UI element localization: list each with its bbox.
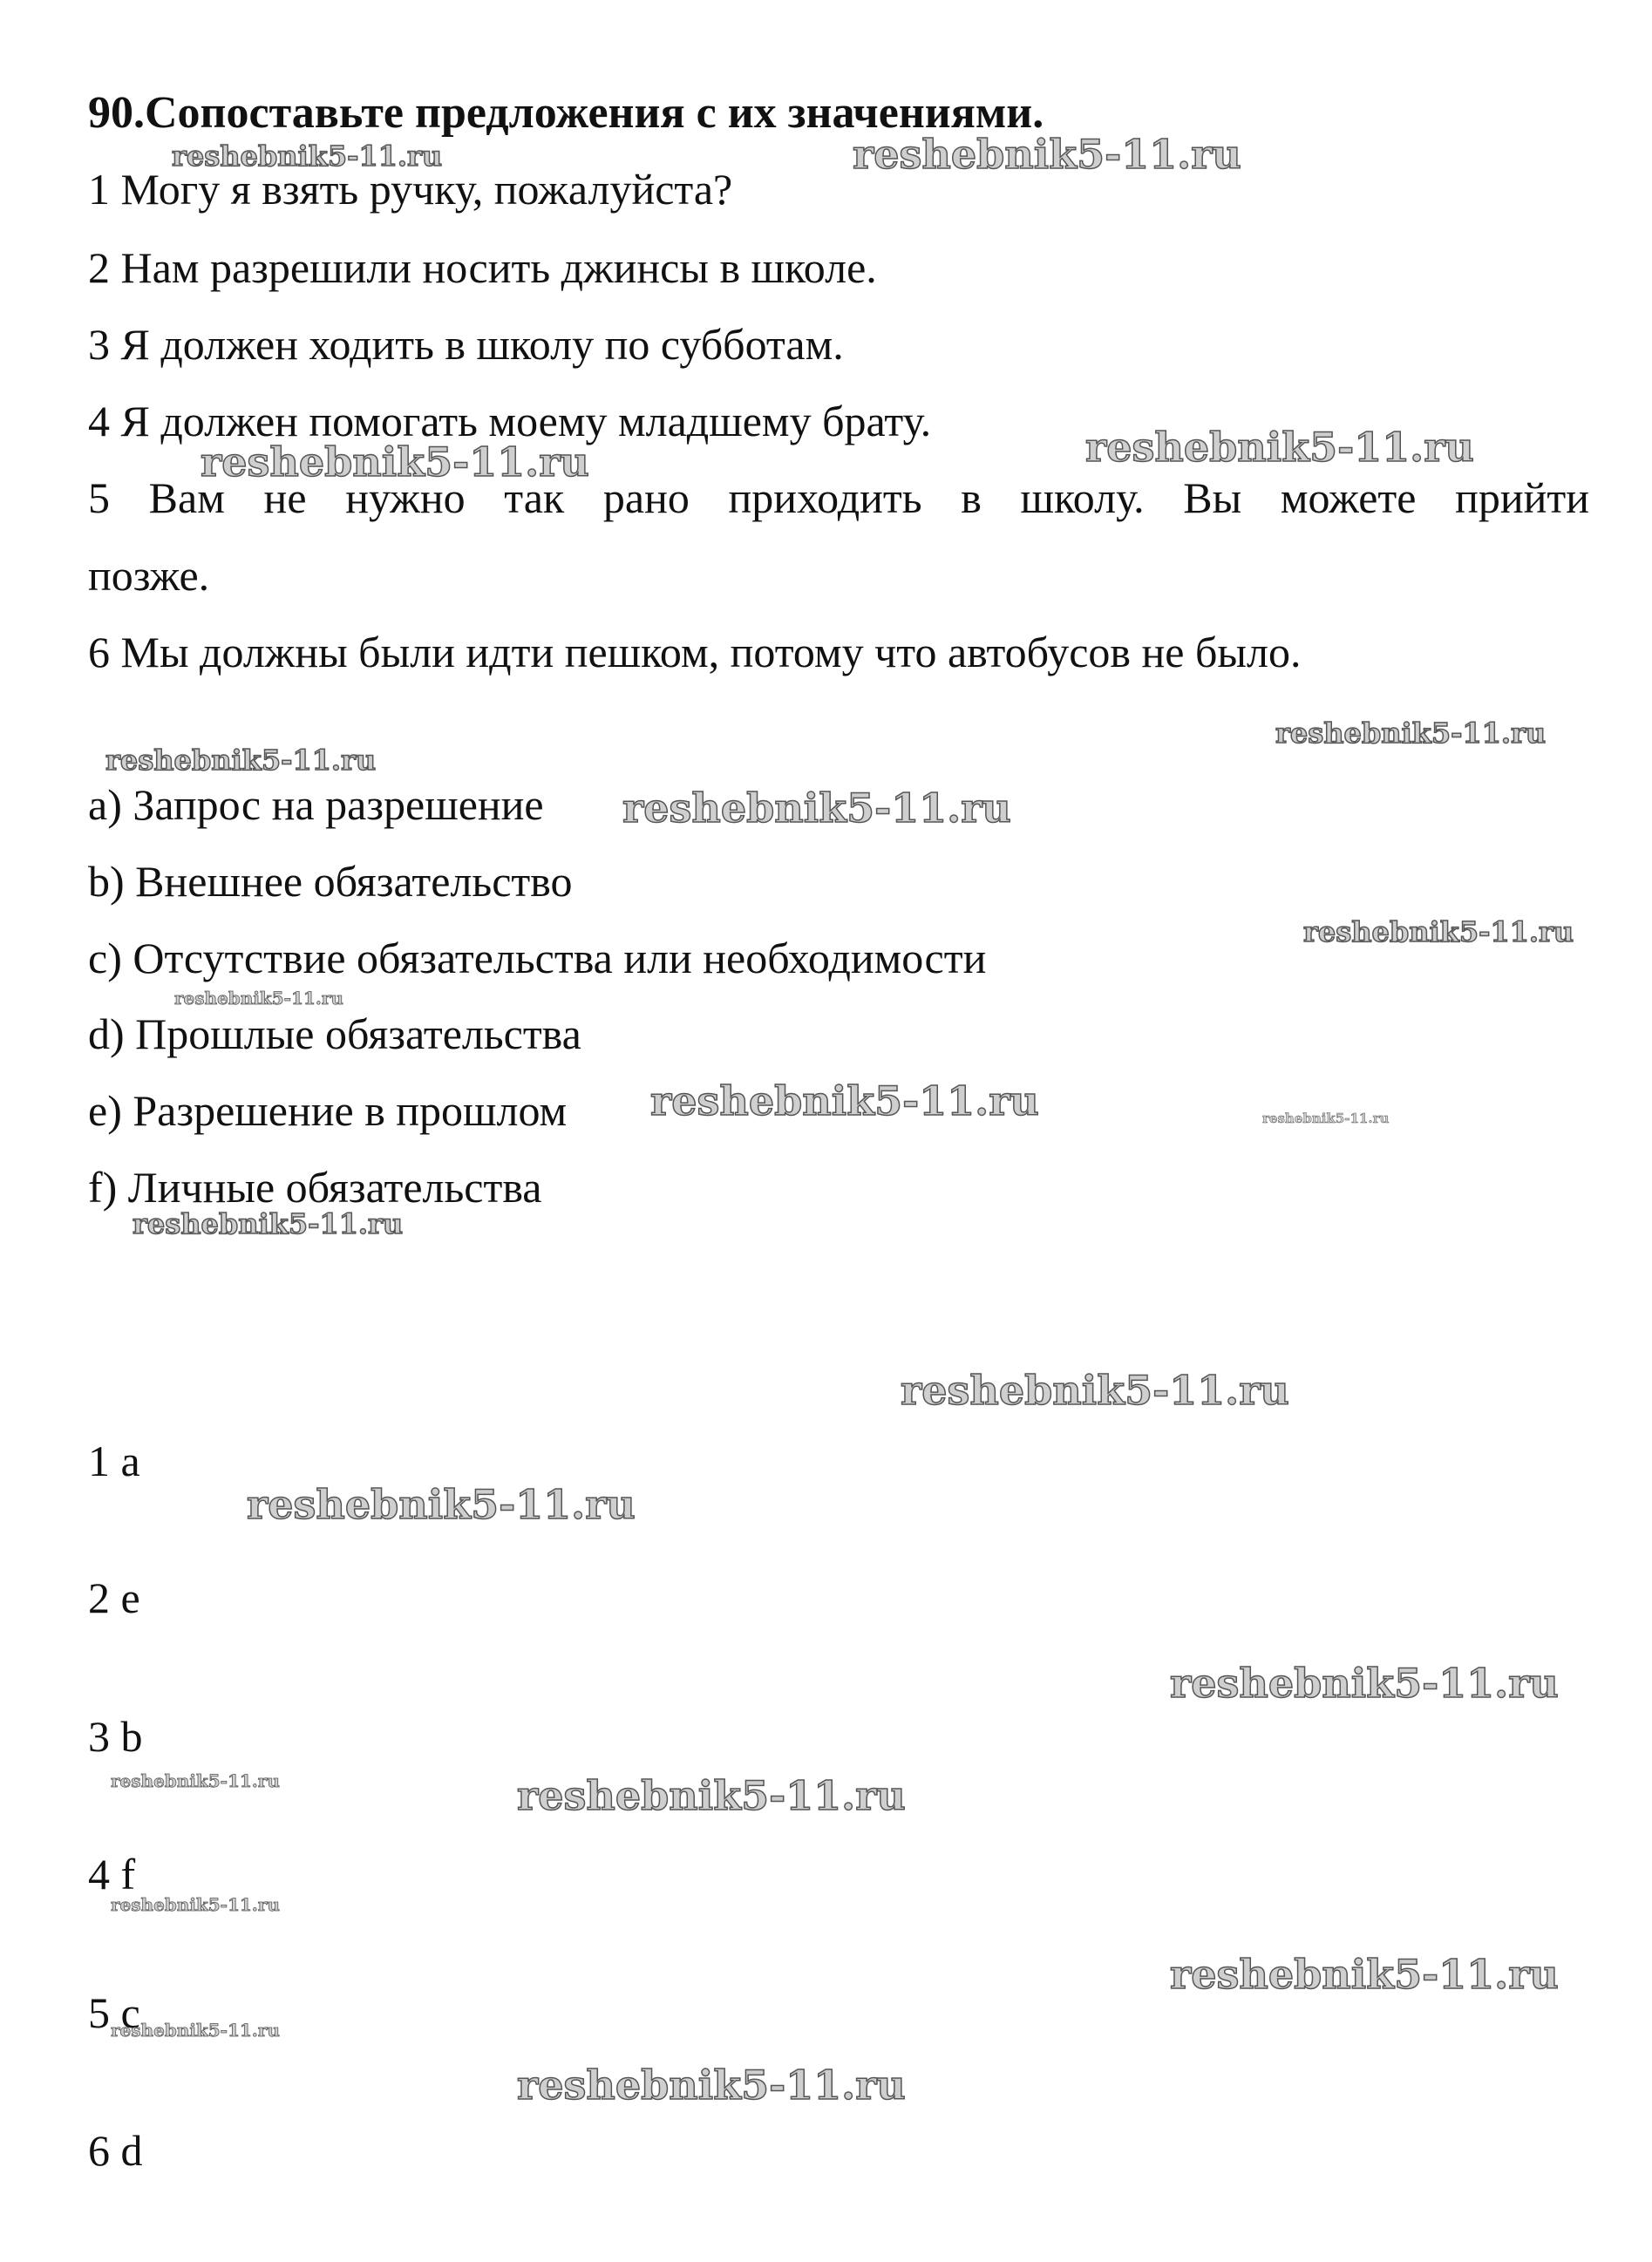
sentence-5: 5 Вам не нужно так рано приходить в школу. Вы можете прийти: [88, 473, 1589, 522]
meaning-f: f) Личные обязательства: [88, 1163, 542, 1212]
watermark: reshebnik5-11.ru: [1303, 915, 1574, 948]
sentence-1: 1 Могу я взять ручку, пожалуйста?: [88, 165, 733, 214]
sentence-6: 6 Мы должны были идти пешком, потому что автобусов не было.: [88, 628, 1302, 676]
meaning-b: b) Внешнее обязательство: [88, 857, 573, 906]
watermark: reshebnik5-11.ru: [622, 785, 1011, 832]
meaning-e: e) Разрешение в прошлом: [88, 1086, 568, 1135]
sentence-3: 3 Я должен ходить в школу по субботам.: [88, 320, 844, 369]
meaning-c: c) Отсутствие обязательства или необходимости: [88, 934, 987, 982]
watermark: reshebnik5-11.ru: [172, 139, 443, 173]
watermark: reshebnik5-11.ru: [1262, 1111, 1390, 1126]
watermark: reshebnik5-11.ru: [1170, 1660, 1559, 1707]
answer-1: 1 a: [88, 1437, 140, 1485]
watermark: reshebnik5-11.ru: [1170, 1951, 1559, 1998]
sentence-4: 4 Я должен помогать моему младшему брату.: [88, 397, 932, 445]
watermark: reshebnik5-11.ru: [1275, 717, 1547, 750]
watermark: reshebnik5-11.ru: [174, 988, 343, 1009]
sentence-2: 2 Нам разрешили носить джинсы в школе.: [88, 243, 877, 292]
watermark: reshebnik5-11.ru: [111, 1770, 280, 1791]
watermark: reshebnik5-11.ru: [517, 1772, 906, 1819]
watermark: reshebnik5-11.ru: [111, 2020, 280, 2041]
watermark: reshebnik5-11.ru: [201, 438, 589, 486]
answer-5: 5 c: [88, 1988, 140, 2037]
task-title: 90.Сопоставьте предложения с их значениями.: [88, 88, 1044, 138]
meaning-d: d) Прошлые обязательства: [88, 1009, 581, 1058]
answer-2: 2 e: [88, 1573, 140, 1622]
watermark: reshebnik5-11.ru: [1085, 424, 1474, 471]
watermark: reshebnik5-11.ru: [517, 2062, 906, 2109]
answer-3: 3 b: [88, 1712, 143, 1761]
watermark: reshebnik5-11.ru: [111, 1894, 280, 1915]
watermark: reshebnik5-11.ru: [853, 131, 1241, 178]
watermark: reshebnik5-11.ru: [105, 744, 377, 777]
answer-6: 6 d: [88, 2126, 143, 2175]
sentence-5-continuation: позже.: [88, 551, 210, 600]
meaning-a: a) Запрос на разрешение: [88, 780, 544, 829]
watermark: reshebnik5-11.ru: [133, 1207, 404, 1240]
answer-4: 4 f: [88, 1850, 136, 1899]
watermark: reshebnik5-11.ru: [247, 1481, 636, 1528]
watermark: reshebnik5-11.ru: [650, 1077, 1039, 1124]
watermark: reshebnik5-11.ru: [901, 1367, 1289, 1414]
